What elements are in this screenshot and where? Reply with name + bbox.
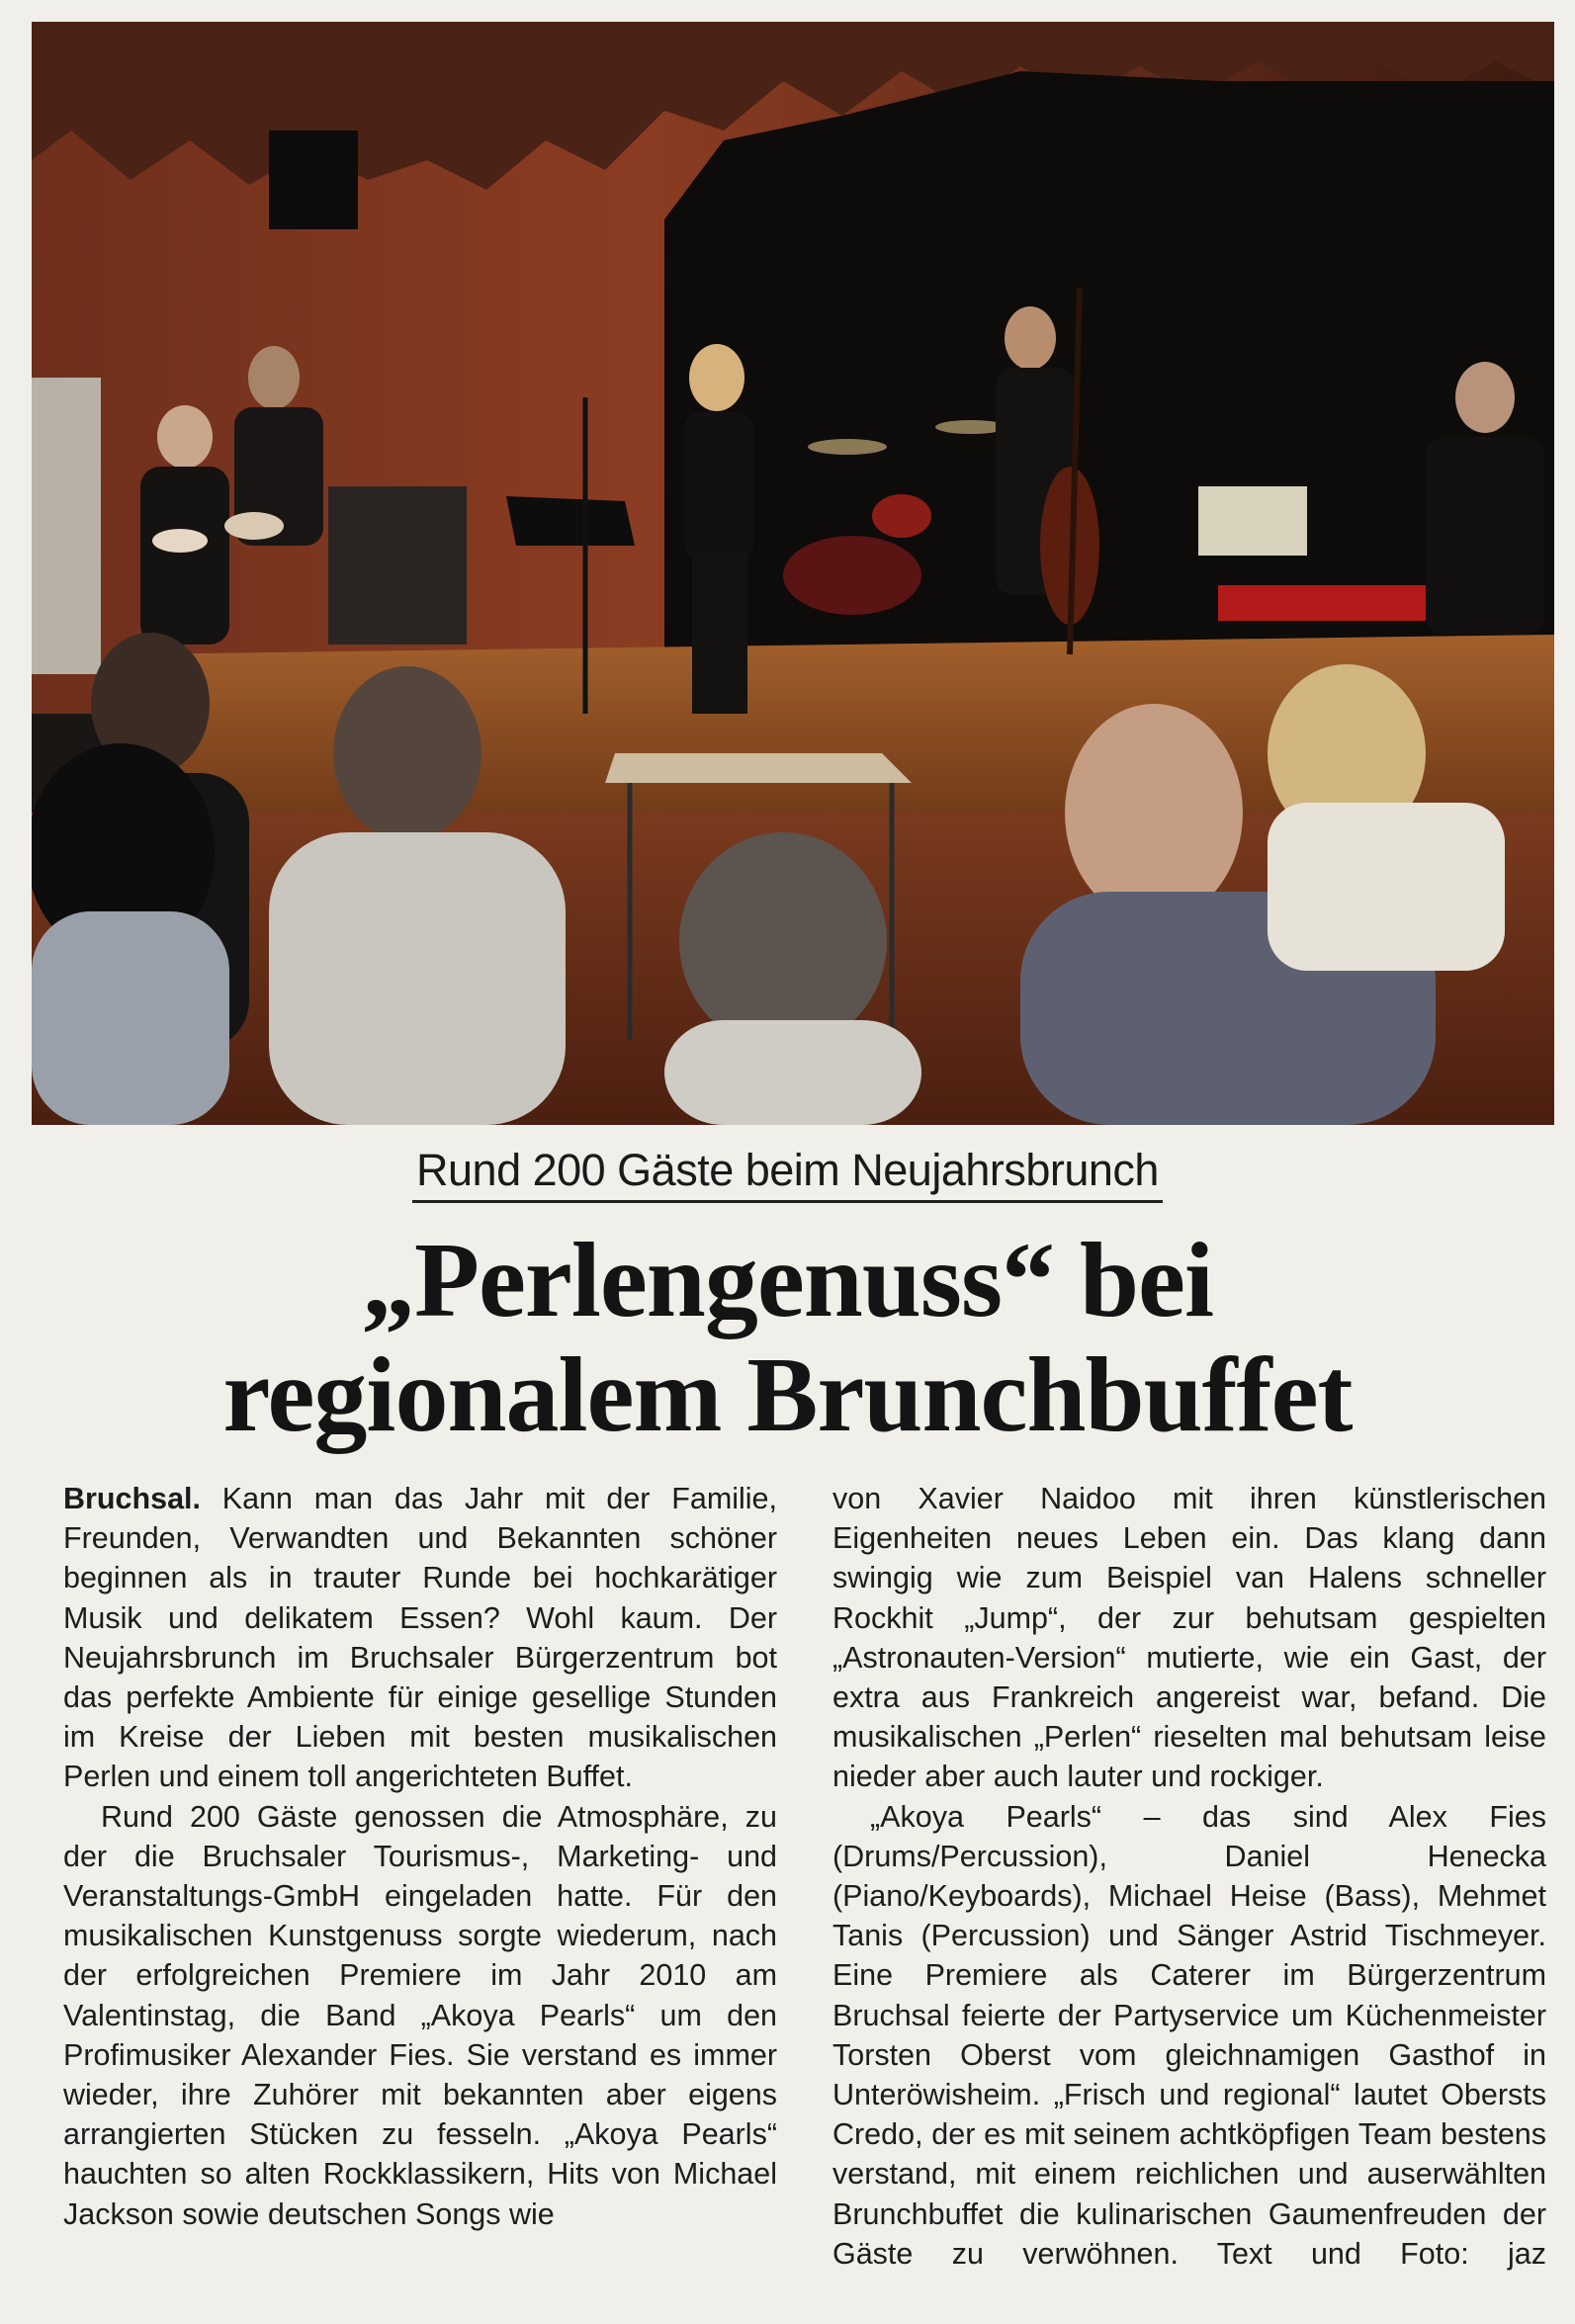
kicker-container xyxy=(0,1145,1575,1203)
paragraph-text: „Akoya Pearls“ – das sind Alex Fies (Drums/Percussion), Daniel Henecka (Piano/Keyboards), Michael Heise (Bass), Mehmet Tanis (Percussion) und Sänger Astrid Tischmeyer. Eine Premiere als Caterer im Bürgerzentrum Bruchsal feierte der Partyservice um Küchenmeister Torsten Oberst vom gleichnamigen Gasthof in Unteröwisheim. „Frisch und regional“ lautet Obersts Credo, der es mit seinem achtköpfigen Team bestens verstand, mit einem reichlichen und auserwählten Brunchbuffet die kulinarischen Gaumenfreuden der Gäste zu verwöhnen. xyxy=(832,1799,1546,2271)
headline-line-2: regionalem Brunchbuffet xyxy=(222,1336,1353,1454)
kicker: Rund 200 Gäste beim Neujahrsbrunch xyxy=(412,1145,1163,1203)
concert-photo xyxy=(32,22,1554,1125)
column-1 xyxy=(63,1479,777,2289)
headline-line-1: „Perlengenuss“ bei xyxy=(362,1222,1213,1339)
paragraph xyxy=(832,1797,1546,2274)
photo-credit: Text und Foto: jaz xyxy=(1216,2236,1546,2271)
column-2 xyxy=(832,1479,1546,2289)
band-on-stage-image xyxy=(32,22,1554,1125)
headline xyxy=(0,1224,1575,1453)
paragraph: von Xavier Naidoo mit ihren künstlerischen Eigenheiten neues Leben ein. Das klang dann swingig wie zum Beispiel van Halens schneller Rockhit „Jump“, der zur behutsam gespielten „Astronauten-Version“ mutierte, wie ein Gast, der extra aus Frankreich angereist war, befand. Die musikalischen „Perlen“ rieselten mal behutsam leise nieder aber auch lauter und rockiger. xyxy=(832,1482,1546,1794)
article-body xyxy=(63,1479,1546,2289)
paragraph-text: Kann man das Jahr mit der Familie, Freunden, Verwandten und Bekannten schöner beginnen als in trauter Runde bei hochkarätiger Musik und delikatem Essen? Wohl kaum. Der Neujahrsbrunch im Bruchsaler Bürgerzentrum bot das perfekte Ambiente für einige gesellige Stunden im Kreise der Lieben mit besten musikalischen Perlen und einem toll angerichteten Buffet. xyxy=(63,1482,777,1794)
dateline: Bruchsal. xyxy=(63,1482,201,1515)
paragraph: Rund 200 Gäste genossen die Atmosphäre, zu der die Bruchsaler Tourismus-, Marketing- und Veranstaltungs-GmbH eingeladen hatte. Für den musikalischen Kunstgenuss sorgte wiederum, nach der erfolgreichen Premiere im Jahr 2010 am Valentinstag, die Band „Akoya Pearls“ um den Profimusiker Alexander Fies. Sie verstand es immer wieder, ihre Zuhörer mit bekannten aber eigens arrangierten Stücken zu fesseln. „Akoya Pearls“ hauchten so alten Rockklassikern, Hits von Michael Jackson sowie deutschen Songs wie xyxy=(63,1799,777,2231)
paragraph xyxy=(63,1479,777,1797)
